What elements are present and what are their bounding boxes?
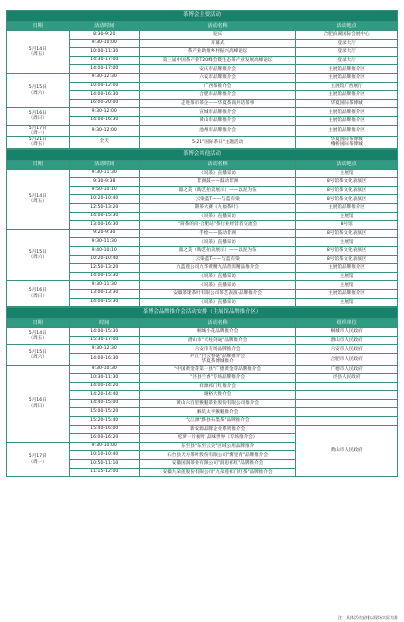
table-title: 茶博会其他活动 <box>7 149 398 160</box>
activity-cell: 六安市品牌推介会 <box>139 73 295 82</box>
column-header: 时间 <box>69 319 139 328</box>
activity-cell: 器之美（陶艺拍卖展示）——以泥为伍 <box>139 247 295 256</box>
time-cell: 14:00-16:30 <box>69 353 139 365</box>
activity-cell: 茶产业助推乡村振兴高峰论坛 <box>139 48 295 57</box>
location-cell: 主展馆品牌推介区 <box>296 73 398 82</box>
location-cell <box>296 391 398 400</box>
activity-cell: 石台县天方茶叶股份有限公司"雾里青"品牌推介会 <box>139 451 295 460</box>
activity-cell: 《说茶》直播采访 <box>139 281 295 290</box>
time-cell: 9:30-9:38 <box>69 178 139 187</box>
table-title: 茶博会主要活动 <box>7 11 398 22</box>
location-cell: 主展馆 <box>296 272 398 281</box>
location-cell: 登录大厅 <box>296 56 398 65</box>
time-cell: 16:00-20:00 <box>69 99 139 108</box>
activity-cell: 东至县"东至云尖"区域公用品牌推介 <box>139 442 295 451</box>
location-cell: 主展馆品牌推介区 <box>296 65 398 74</box>
activity-cell: "简茶的向·合肥站"茶行业经营者交流会 <box>139 221 295 230</box>
location-cell: 合肥市人民政府 <box>296 353 398 365</box>
table-row <box>7 125 398 137</box>
time-cell: 14:00-15:30 <box>69 328 139 337</box>
table-row <box>7 281 398 290</box>
location-cell: 主展馆品牌推介区 <box>296 289 398 298</box>
activity-cell: 期茶大赛《九福茶叶》 <box>139 204 295 213</box>
footer-note: 注：具体活动安排以现场实际为准 <box>338 615 398 620</box>
table-row <box>7 108 398 117</box>
time-cell: 10:50-11:10 <box>69 460 139 469</box>
activity-cell: 黄山六百里猴魁茶业股份有限公司推介会 <box>139 399 295 408</box>
date-cell: 5月14日 （周五） <box>7 169 70 229</box>
time-cell: 14:40-15:00 <box>69 399 139 408</box>
time-cell: 9:20-9:30 <box>69 229 139 238</box>
location-cell: 主展馆 <box>296 238 398 247</box>
date-cell: 5月15日 （周六） <box>7 229 70 281</box>
table-row <box>7 345 398 354</box>
time-cell: 10:20-10:40 <box>69 195 139 204</box>
activity-cell: 走进茶市茶企——华夏茶商共话茶事 <box>139 99 295 108</box>
activity-cell: 《说茶》直播采访 <box>139 169 295 178</box>
schedule-table <box>6 307 398 477</box>
time-cell: 12:50-13:20 <box>69 264 139 273</box>
activity-cell: 九蓝莲公司九华黄精九品普洱精品推介会 <box>139 264 295 273</box>
activity-cell: "中国黄金芽第一县"广德黄金芽品牌推介会 <box>139 365 295 374</box>
activity-cell: 六安市专场品牌推介会 <box>139 345 295 354</box>
activity-cell: 松萝一片树叶 品味世界《专场推介会》 <box>139 434 295 443</box>
organizer-cell: 黄山市人民政府 <box>296 425 398 477</box>
activity-cell: 合肥市品牌推介会 <box>139 91 295 100</box>
time-cell: 14:00-16:30 <box>69 116 139 125</box>
time-cell: 9:30-12:30 <box>69 345 139 354</box>
time-cell: 14:00-17:00 <box>69 65 139 74</box>
time-cell: 10:00-12:00 <box>69 82 139 91</box>
location-cell: 主展馆 <box>296 281 398 290</box>
location-cell <box>296 408 398 417</box>
column-header: 活动地点 <box>296 22 398 31</box>
time-cell: 9:30-10:30 <box>69 365 139 374</box>
table-row <box>7 365 398 374</box>
location-cell: 8号馆茶文化表演区 <box>296 247 398 256</box>
location-cell: 潜山市人民政府 <box>296 336 398 345</box>
column-header: 活动时间 <box>69 22 139 31</box>
time-cell: 9:50-10:10 <box>69 186 139 195</box>
time-cell: 14:00-15:30 <box>69 298 139 307</box>
activity-cell: 云染蓝T——与蓝有染 <box>139 195 295 204</box>
schedule-table <box>6 149 398 308</box>
activity-cell: 开幕式 <box>139 39 295 48</box>
time-cell: 14:00-15:30 <box>69 212 139 221</box>
time-cell: 12:50-13:20 <box>69 204 139 213</box>
time-cell: 9:30-10:00 <box>69 442 139 451</box>
activity-cell: 迎宾 <box>139 31 295 40</box>
location-cell: 主展馆 <box>296 212 398 221</box>
activity-cell: 新安源品牌企业系列推介会 <box>139 425 295 434</box>
location-cell: 主展馆 <box>296 298 398 307</box>
location-cell: 六安市人民政府 <box>296 345 398 354</box>
time-cell: 10:10-10:40 <box>69 451 139 460</box>
location-cell: 广德市人民政府 <box>296 365 398 374</box>
date-cell: 5月16日 （周日） <box>7 365 70 442</box>
column-header: 活动地点 <box>296 160 398 169</box>
date-cell: 5月14日 （周五） <box>7 31 70 74</box>
time-cell: 13:00-16:30 <box>69 221 139 230</box>
location-cell: 8号馆茶文化表演区 <box>296 229 398 238</box>
activity-cell: 宣城市品牌推介会 <box>139 108 295 117</box>
time-cell: 9:30-10:00 <box>69 39 139 48</box>
time-cell: 10:30-11:30 <box>69 374 139 383</box>
time-cell: 10:20-10:40 <box>69 255 139 264</box>
location-cell: 华夏国际茶博城 峨桥国际茶博城 <box>296 137 398 149</box>
date-cell: 5月16日 （周日） <box>7 281 70 307</box>
activity-cell: 猴坑太平猴魁推介会 <box>139 408 295 417</box>
time-cell: 10:00-11:30 <box>69 48 139 57</box>
time-cell: 9:30-11:30 <box>69 281 139 290</box>
time-cell: 14:00-14:20 <box>69 382 139 391</box>
time-cell: 14:00-15:30 <box>69 272 139 281</box>
location-cell: 华夏国际茶博城 <box>296 99 398 108</box>
time-cell: 9:30-11:30 <box>69 169 139 178</box>
table-row <box>7 31 398 40</box>
date-cell: 5月14日 （周五） <box>7 328 70 345</box>
activity-cell: 谢裕大推介会 <box>139 391 295 400</box>
time-cell: 9:30-12:30 <box>69 73 139 82</box>
time-cell: 15:30-17:00 <box>69 336 139 345</box>
location-cell: 登录大厅 <box>296 48 398 57</box>
time-cell: 9:40-10:10 <box>69 247 139 256</box>
column-header: 日期 <box>7 319 70 328</box>
time-cell: 14:00-16:30 <box>69 91 139 100</box>
activity-cell: 《说茶》直播采访 <box>139 212 295 221</box>
time-cell: 14:20-14:40 <box>69 391 139 400</box>
column-header: 日期 <box>7 22 70 31</box>
location-cell: 8号馆茶文化表演区 <box>296 255 398 264</box>
column-header: 活动时间 <box>69 160 139 169</box>
location-cell: 泾县人民政府 <box>296 374 398 383</box>
activity-cell: 《说茶》直播采访 <box>139 238 295 247</box>
activity-cell: 《说茶》直播采访 <box>139 298 295 307</box>
column-header: 活动名称 <box>139 319 295 328</box>
location-cell: 8号馆 <box>296 221 398 230</box>
location-cell <box>296 417 398 426</box>
time-cell: 全天 <box>69 137 139 149</box>
table-row <box>7 328 398 337</box>
location-cell: 主展馆品牌推介区 <box>296 116 398 125</box>
time-cell: 8:30-9:20 <box>69 31 139 40</box>
activity-cell: 潜山市"天柱剑毫"品牌推介会 <box>139 336 295 345</box>
date-cell: 5月21日 （周五） <box>7 137 70 149</box>
activity-cell: 第三届中国茶产业T20峰会暨生态茶产业发展高峰论坛 <box>139 56 295 65</box>
activity-cell: 安徽九朵莲股份有限公司"九朵莲祁门红茶"品牌推介会 <box>139 468 295 477</box>
table-title: 茶博会品牌推介会活动安排（主展馆品牌推介区） <box>7 308 398 319</box>
time-cell: 9:30-11:30 <box>69 238 139 247</box>
location-cell: 主展馆品牌推介区 <box>296 204 398 213</box>
activity-cell: 《说茶》直播采访 <box>139 272 295 281</box>
activity-cell: 安徽茶迷茶叶有限公司茶艺表演·品牌推介会 <box>139 289 295 298</box>
activity-cell: 弋江源"黟县石墨茶"品牌推介会 <box>139 417 295 426</box>
location-cell: 主展馆品牌推介区 <box>296 108 398 117</box>
date-cell: 5月16日 （周日） <box>7 108 70 125</box>
activity-cell: 安庆市品牌推介会 <box>139 65 295 74</box>
date-cell: 5月15日 （周六） <box>7 345 70 365</box>
activity-cell: 桐城小花品牌推介会 <box>139 328 295 337</box>
table-row <box>7 169 398 178</box>
location-cell: 合肥滨湖国际会展中心 <box>296 31 398 40</box>
location-cell: 主展馆品牌推介区 <box>296 264 398 273</box>
activity-cell: 安徽国润茶业有限公司"润思祁红"品牌推介会 <box>139 460 295 469</box>
activity-cell: 庐江"白云春毫"品牌推介会 华夏茶博城推介 <box>139 353 295 365</box>
schedule-table <box>6 10 398 149</box>
time-cell: 13:00-13:30 <box>69 289 139 298</box>
activity-cell: 云染蓝T——与蓝有染 <box>139 255 295 264</box>
location-cell: 8号馆茶文化表演区 <box>296 186 398 195</box>
activity-cell: 非洲鼓——鼓动非洲 <box>139 178 295 187</box>
activity-cell: 手绘——鼓动非洲 <box>139 229 295 238</box>
time-cell: 14:30-17:00 <box>69 56 139 65</box>
column-header: 组织单位 <box>296 319 398 328</box>
time-cell: 15:00-15:20 <box>69 408 139 417</box>
activity-cell: 池州市品牌推介会 <box>139 125 295 137</box>
activity-cell: 广西茶推介会 <box>139 82 295 91</box>
column-header: 日期 <box>7 160 70 169</box>
location-cell: 8号馆茶文化表演区 <box>296 195 398 204</box>
activity-cell: 器之美（陶艺拍卖展示）——以泥为伍 <box>139 186 295 195</box>
time-cell: 9:30-12:00 <box>69 108 139 117</box>
table-row <box>7 137 398 149</box>
location-cell: 桐城市人民政府 <box>296 328 398 337</box>
location-cell <box>296 399 398 408</box>
column-header: 活动名称 <box>139 160 295 169</box>
table-row <box>7 229 398 238</box>
time-cell: 15:40-16:00 <box>69 425 139 434</box>
location-cell: 主展馆广西展厅 <box>296 82 398 91</box>
date-cell: 5月17日 （周一） <box>7 125 70 137</box>
date-cell: 5月15日 （周六） <box>7 73 70 107</box>
location-cell: 主展馆 <box>296 169 398 178</box>
location-cell <box>296 382 398 391</box>
time-cell: 16:00-16:20 <box>69 434 139 443</box>
time-cell: 9:30-12:00 <box>69 125 139 137</box>
activity-cell: 黄山市品牌推介会 <box>139 116 295 125</box>
date-cell: 5月17日 （周一） <box>7 442 70 476</box>
time-cell: 15:20-15:40 <box>69 417 139 426</box>
location-cell: 主展馆品牌推介区 <box>296 125 398 137</box>
table-row <box>7 73 398 82</box>
location-cell: 主展馆品牌推介区 <box>296 91 398 100</box>
activity-cell: 5·21"国际茶日"主题活动 <box>139 137 295 149</box>
time-cell: 11:15-12:00 <box>69 468 139 477</box>
location-cell: 8号馆茶文化表演区 <box>296 178 398 187</box>
schedule-sheet <box>6 10 398 477</box>
column-header: 活动名称 <box>139 22 295 31</box>
activity-cell: "泾县兰香"专场品牌推介会 <box>139 374 295 383</box>
activity-cell: 祥源祁门红推介会 <box>139 382 295 391</box>
location-cell: 登录大厅 <box>296 39 398 48</box>
